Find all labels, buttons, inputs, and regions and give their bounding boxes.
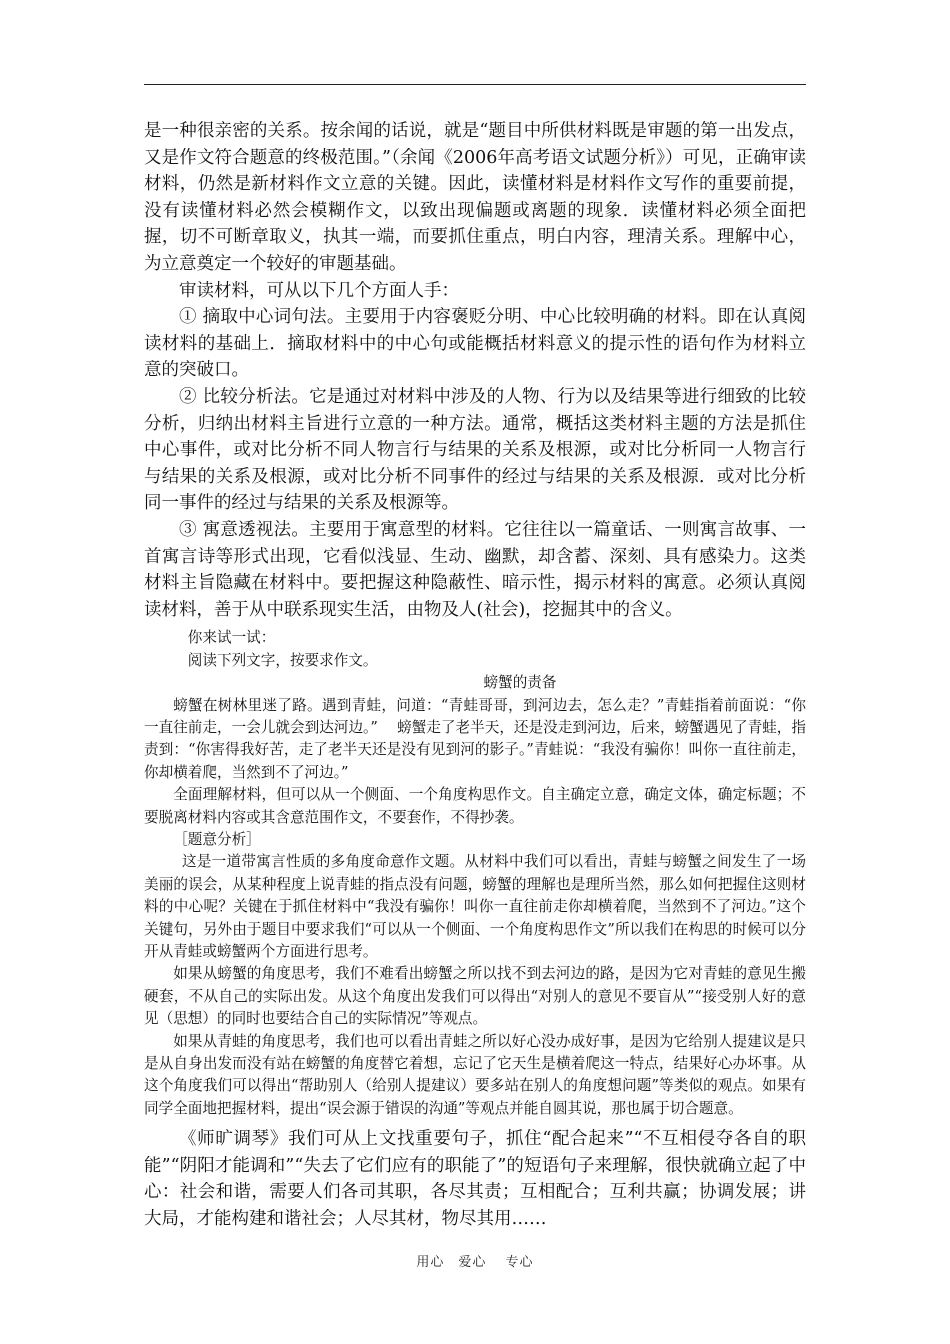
- paragraph-method-1: ① 摘取中心词句法。主要用于内容褒贬分明、中心比较明确的材料。即在认真阅读材料的基础上．摘取材料中的中心句或能概括材料意义的提示性的语句作为材料立意的突破口。: [144, 307, 806, 381]
- header-rule: [144, 84, 806, 85]
- story-text: 螃蟹在树林里迷了路。遇到青蛙，问道：“青蛙哥哥，到河边去，怎么走？”青蛙指着前面说：“你一直往前走，一会儿就会到达河边。” 螃蟹走了老半天，还是没走到河边，后来，螃蟹遇见了青蛙，指责到：“你害得我好苦，走了老半天还是没有见到河的影子。”青蛙说：“我没有骗你！叫你一直往前走，你却横着爬，当然到不了河边。”: [144, 696, 806, 781]
- try-label: 你来试一试：: [187, 629, 276, 647]
- paragraph-conclusion: 《师旷调琴》我们可从上文找重要句子，抓住“配合起来”“不互相侵夺各自的职能”“阴阳才能调和”“失去了它们应有的职能了”的短语句子来理解，很快就确立起了中心：社会和谐，需要人们各司其职，各尽其责；互相配合；互利共赢；协调发展；讲大局，才能构建和谐社会；人尽其材，物尽其用……: [144, 1129, 806, 1229]
- reading-instruction: 阅读下列文字，按要求作文。: [187, 651, 378, 669]
- analysis-paragraph-2: 如果从螃蟹的角度思考，我们不难看出螃蟹之所以找不到去河边的路，是因为它对青蛙的意见生搬硬套，不从自己的实际出发。从这个角度出发我们可以得出“对别人的意见不要盲从”“接受别人好的意见（思想）的同时也要结合自己的实际情况”等观点。: [144, 965, 806, 1028]
- story-title: 螃蟹的责备: [483, 674, 557, 692]
- page-footer: 用心 爱心 专心: [416, 1255, 534, 1270]
- analysis-paragraph-3: 如果从青蛙的角度思考，我们也可以看出青蛙之所以好心没办成好事，是因为它给别人提建议是只是从自身出发而没有站在螃蟹的角度替它着想，忘记了它天生是横着爬这一特点，结果好心办坏事。从这个角度我们可以得出“帮助别人（给别人提建议）要多站在别人的角度想问题”等类似的观点。如果有同学全面地把握材料，提出“误会源于错误的沟通”等观点并能自圆其说，那也属于切合题意。: [144, 1032, 806, 1117]
- paragraph-method-lead: 审读材料，可从以下几个方面人手：: [179, 280, 459, 301]
- writing-requirement: 全面理解材料，但可以从一个侧面、一个角度构思作文。自主确定立意，确定文体，确定标题；不要脱离材料内容或其含意范围作文，不要套作，不得抄袭。: [144, 786, 806, 826]
- document-body: [144, 118, 806, 1233]
- analysis-paragraph-1: 这是一道带寓言性质的多角度命意作文题。从材料中我们可以看出，青蛙与螃蟹之间发生了一场美丽的误会，从某种程度上说青蛙的指点没有问题，螃蟹的理解也是理所当然，那么如何把握住这则材料的中心呢？关键在于抓住材料中“我没有骗你！叫你一直往前走你却横着爬，当然到不了河边。”这个关键句，另外由于题目中要求我们“可以从一个侧面、一个角度构思作文”所以我们在构思的时候可以分开从青蛙或螃蟹两个方面进行思考。: [144, 853, 806, 960]
- analysis-label: ［题意分析］: [173, 830, 261, 848]
- paragraph-method-3: ③ 寓意透视法。主要用于寓意型的材料。它往往以一篇童话、一则寓言故事、一首寓言诗等形式出现，它看似浅显、生动、幽默，却含蓄、深刻、具有感染力。这类材料主旨隐藏在材料中。要把握这种隐蔽性、暗示性，揭示材料的寓意。必须认真阅读材料，善于从中联系现实生活，由物及人(社会)，挖掘其中的含义。: [144, 519, 806, 620]
- paragraph-intro: 是一种很亲密的关系。按余闻的话说，就是“题目中所供材料既是审题的第一出发点，又是作文符合题意的终极范围。”（余闻《2006年高考语文试题分析》）可见，正确审读材料，仍然是新材料作文立意的关键。因此，读懂材料是材料作文写作的重要前提，没有读懂材料必然会模糊作文，以致出现偏题或离题的现象．读懂材料必须全面把握，切不可断章取义，执其一端，而要抓住重点，明白内容，理清关系。理解中心，为立意奠定一个较好的审题基础。: [144, 121, 806, 274]
- paragraph-method-2: ② 比较分析法。它是通过对材料中涉及的人物、行为以及结果等进行细致的比较分析，归纳出材料主旨进行立意的一种方法。通常，概括这类材料主题的方法是抓住中心事件，或对比分析不同人物言行与结果的关系及根源，或对比分析同一人物言行与结果的关系及根源，或对比分析不同事件的经过与结果的关系及根源．或对比分析同一事件的经过与结果的关系及根源等。: [144, 386, 806, 514]
